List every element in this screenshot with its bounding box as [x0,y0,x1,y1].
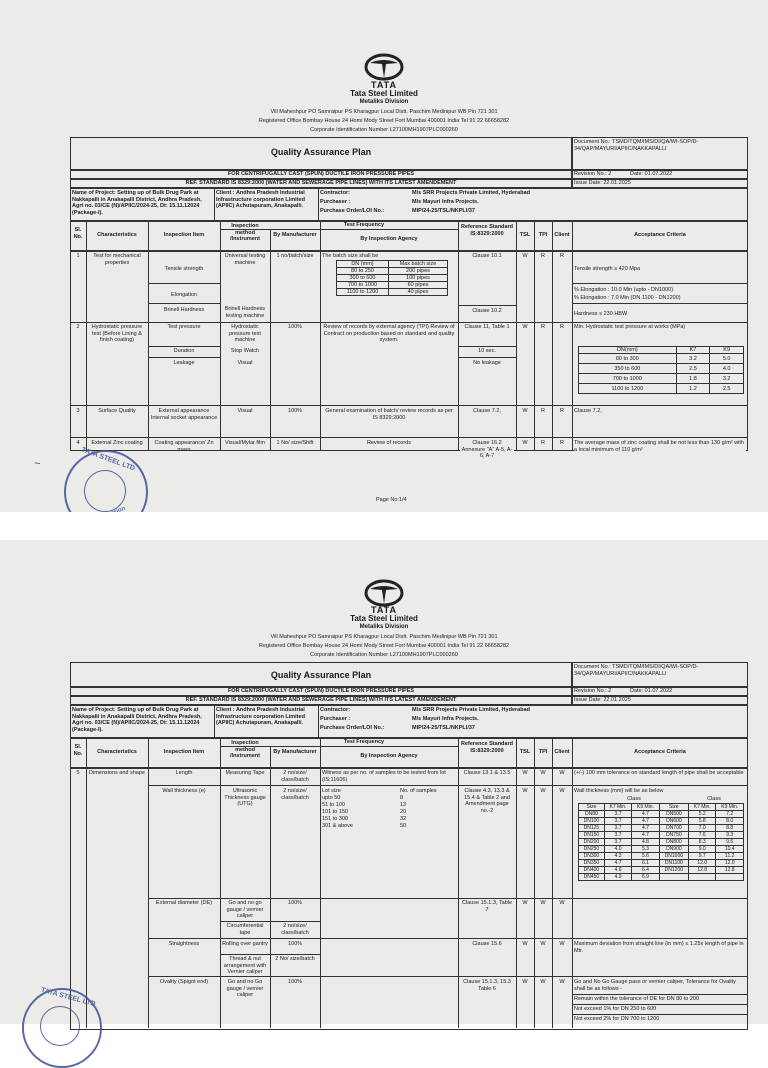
wall-cell: DN100 [579,818,605,825]
wall-cell: 6.9 [632,874,659,881]
wall-cell: 4.7 [632,818,659,825]
thread-nut-manufacturer: 2 No/ size/batch [275,956,315,962]
external-diameter-client: W [559,900,565,906]
wall-thickness-manufacturer: 2 no/size/ class/batch [281,788,309,801]
wall-cell: DN800 [659,839,688,846]
wall-cell: 7.0 [688,825,715,832]
batch-cell: 300 to 600 [337,275,389,282]
lot-cell: 32 [400,816,407,822]
external-diameter-method: Go and no go gauge / vernier caliper [226,900,264,919]
row2-method: Hydrostatic pressure test machine [229,324,261,343]
pressure-table [578,346,744,394]
hardness-item: Brinell Hardness [163,307,205,313]
address-line-2: Registered Office Bombay House 24 Homi Mody Street Fort Mumbai 400001 India Tel 91 22 66658282 [258,118,510,124]
col-test-frequency: Test Frequency [343,222,385,228]
straightness-tpi: W [540,941,546,947]
straightness-tsl: W [522,941,528,947]
ovality-extra-2: Not exceed 1% for DN 250 to 600 [574,1006,657,1012]
row1-item: Tensile strength [164,266,204,272]
wall-header-cell: Size [579,804,605,811]
pressure-header: DN(mm) [579,347,677,354]
col-method: Inspection method /Instrument [230,223,260,242]
wall-cell: DN750 [659,832,688,839]
lot-cell: 8 [400,795,404,801]
lot-cell: 101 to 150 [322,809,348,815]
po-value: MIP/24-25/TSL/NKPLI/37 [412,208,475,214]
row2-client: R [560,324,564,330]
stamp-top-text: TATA STEEL LTD [40,986,97,1009]
pressure-cell: 1.8 [676,374,710,384]
pressure-cell: 1.2 [676,384,710,394]
col-characteristics: Characteristics [97,232,137,238]
pressure-cell: 2.5 [676,364,710,374]
wall-cell: DN700 [659,825,688,832]
wall-cell: 4.7 [632,832,659,839]
wall-header-cell: K7 Min. [688,804,715,811]
row5-characteristics: Dimensions and shape [89,770,145,776]
hardness-reference: Clause 10.2 [472,308,502,314]
batch-cell: 80 to 250 [337,268,389,275]
wall-header-cell: K9 Min. [716,804,744,811]
pressure-cell: 2.5 [710,384,744,394]
length-reference: Clause 13.1 & 13.5 [463,770,511,776]
ovality-extra-1: Remain within the tolerance of DE for DN 80 to 200 [574,996,700,1002]
circumferential-method: Circumferential tape [226,923,264,936]
wall-thickness-item: Wall thickness (e) [162,788,206,794]
batch-cell: 1100 to 1200 [337,289,389,296]
duration-reference: 10 sec. [478,348,496,354]
class-label: Class [707,796,721,802]
col-client: Client [554,232,570,238]
pressure-header: K7 [676,347,710,354]
class-label: Class [627,796,641,802]
wall-cell: 3.7 [604,825,631,832]
leakage-reference: No leakage [473,360,501,366]
row2-manufacturer: 100% [287,324,303,330]
col-by-agency: By Inspection Agency [360,236,418,242]
row1-tsl: W [522,253,528,259]
client-name: Client : Andhra Pradesh Industrial Infrastructure corporation Limited (APIIC) Achutapuram, Anakapalli. [216,190,305,209]
issue-date: Issue Date: 22.01.2025 [574,180,631,186]
ovality-tsl: W [522,979,528,985]
ovality-manufacturer: 100% [287,979,303,985]
wall-cell: DN250 [579,846,605,853]
duration-item: Duration [173,348,195,354]
wall-cell: 6.4 [632,867,659,874]
wall-cell: DN80 [579,811,605,818]
wall-cell: DN125 [579,825,605,832]
revision-no: Revision No.: 2 [574,688,612,694]
ovality-tpi: W [540,979,546,985]
ovality-reference: Clause 15.1.3, 15.3 Table 6 [463,979,511,992]
lot-cell: 151 to 300 [322,816,348,822]
wall-cell: DN300 [579,853,605,860]
wall-cell: DN900 [659,846,688,853]
cin-line: Corporate Identification Number L27100MH1907PLC000260 [310,652,458,658]
wall-cell: DN500 [659,811,688,818]
col-sl: Sl. No. [73,227,83,240]
col-by-manufacturer: By Manufacturer [273,232,317,238]
wall-thickness-table [578,803,744,881]
wall-cell: 12.0 [716,860,744,867]
row3-reference: Clause 7.2, [473,408,501,414]
division-name: Metaliks Division [359,99,409,105]
wall-thickness-tpi: W [540,788,546,794]
straightness-client: W [559,941,565,947]
cin-line: Corporate Identification Number L27100MH1907PLC000260 [310,127,458,133]
row3-tsl: W [522,408,528,414]
purchaser-value: M/s Mayuri Infra Projects. [412,199,479,205]
company-stamp [22,988,102,1068]
row4-method: Visual/Mylar film [225,440,265,446]
col-tpi: TPI [538,232,548,238]
wall-thickness-method: Ultrasonic Thickness gauge (UTG) [224,788,266,807]
tata-logo-icon [364,580,404,606]
wall-cell: 5.8 [688,818,715,825]
hardness-acceptance: Hardness ≤ 230 HBW [574,311,628,317]
row4-agency: Review of records [366,440,412,446]
wall-cell: 5.6 [632,853,659,860]
external-diameter-tsl: W [522,900,528,906]
wall-thickness-reference: Clause 4.3, 13.3 & 15.4 & Table 2 and Amendment page no.-2 [464,788,510,814]
lot-cell: 13 [400,802,407,808]
wall-cell: DN400 [579,867,605,874]
col-test-frequency: Test Frequency [343,739,385,745]
batch-cell: 100 pipes [388,275,447,282]
length-item: Length [175,770,193,776]
revision-date: Date: 01.07.2022 [630,171,673,177]
wall-cell: 9.3 [716,832,744,839]
ref-standard: REF. STANDARD IS 8329:2000 (WATER AND SEWERAGE PIPE LINES) WITH ITS LATEST AMENDEMENT [185,697,457,703]
external-diameter-reference: Clause 15.1.3, Table 7 [461,900,513,913]
pressure-cell: 3.2 [676,354,710,364]
length-acceptance: (+/-) 100 mm tolerance on standard length of pipe shall be acceptable [574,770,744,776]
pressure-header: K9 [710,347,744,354]
row2-tpi: R [541,324,545,330]
contractor-label: Contractor: [320,190,350,196]
purchaser-label: Purchaser : [320,716,351,722]
row4-characteristics: External Zinc coating [91,440,143,446]
row1-client: R [560,253,564,259]
length-tpi: W [540,770,546,776]
row3-sl: 3 [76,408,80,414]
length-manufacturer: 2 no/size/ class/batch [281,770,309,783]
row1-acceptance: Tensile strength ≥ 420 Mpa [574,266,640,272]
wall-cell: 4.9 [604,874,631,881]
ovality-acceptance: Go and No Go Gauge pass or vernier caliper, Tolerance for Ovality shall be as follows - [574,979,736,992]
ovality-item: Ovality (Spigot end) [159,979,209,985]
col-by-manufacturer: By Manufacturer [273,749,317,755]
row4-tpi: R [541,440,545,446]
signature: ~ [34,458,41,470]
company-name: Tata Steel Limited [350,614,418,623]
straightness-acceptance: Maximum deviation from straight line (in mm) ≤ 1.25x length of pipe in Mtr. [574,941,744,954]
pressure-cell: 3.2 [710,374,744,384]
pressure-cell: 350 to 600 [579,364,677,374]
pressure-cell: 80 to 300 [579,354,677,364]
elongation-acceptance-1: % Elongation : 10.0 Min (upto - DN1000) [574,287,674,293]
row3-item: External appearance Internal socket appearance [150,408,218,421]
duration-method: Stop Watch [230,348,260,354]
wall-cell: DN600 [659,818,688,825]
project-name: Name of Project: Setting up of Bulk Drug Park at Nakkapalli in Anakapalli District, Andhra Pradesh, Agrt no. 03/CE (N)/APIIC/2024-25, Dt: 15.11.12024 (Package-I). [72,707,202,733]
batch-cell: 40 pipes [388,289,447,296]
wall-header-cell: K7 Min. [604,804,631,811]
wall-cell: 8.0 [716,818,744,825]
row3-agency: General examination of batch/ review records as per IS 8329:2000 [325,408,453,421]
row2-agency: Review of records by external agency (TPI) Review of Contract on production based on standard and quality system. [323,324,455,343]
col-inspection-item: Inspection Item [163,232,205,238]
length-method: Measuring Tape [225,770,265,776]
row2-reference: Clause 11, Table 1 [464,324,510,330]
wall-cell: 10.4 [716,846,744,853]
ovality-method: Go and no Go gauge / vernier caliper [226,979,264,998]
thread-nut-method: Thread & nut arrangement with Vernier caliper [223,956,267,975]
lot-header-samples: No. of samples [400,788,437,794]
ovality-extra-3: Not exceed 2% for DN 700 to 1200 [574,1016,660,1022]
row1-agency: The batch size shall be [322,253,379,259]
subtitle: FOR CENTRIFUGALLY CAST (SPUN) DUCTILE IRON PRESSURE PIPES [227,171,415,177]
wall-cell: 9.6 [716,839,744,846]
row4-reference: Clause 16.2 Annexure "A" A-5, A-6, A-7 [461,440,513,459]
row1-tpi: R [541,253,545,259]
row3-client: R [560,408,564,414]
page-number-1: Page No:1/4 [376,497,407,503]
straightness-manufacturer: 100% [287,941,303,947]
col-reference: Reference Standard IS:8329:2000 [461,741,513,754]
issue-date: Issue Date: 22.01.2025 [574,697,631,703]
row2-tsl: W [522,324,528,330]
wall-cell: 4.0 [604,846,631,853]
revision-no: Revision No.: 2 [574,171,612,177]
straightness-item: Straightness [168,941,200,947]
subtitle: FOR CENTRIFUGALLY CAST (SPUN) DUCTILE IRON PRESSURE PIPES [227,688,415,694]
lot-cell: 301 & above [322,823,353,829]
wall-cell: DN450 [579,874,605,881]
wall-cell: 12.0 [688,860,715,867]
wall-cell: DN150 [579,832,605,839]
lot-cell: 20 [400,809,407,815]
row1-characteristics: Test for mechanical properties [93,253,141,266]
col-reference: Reference Standard IS:8329:2000 [461,224,513,237]
division-name: Metaliks Division [359,624,409,630]
wall-cell: 3.7 [604,811,631,818]
wall-cell: 7.6 [688,832,715,839]
address-line-1: Vill Maheshpur PO Samraipur PS Kharagpur Local Distt. Paschim Medinipur WB Pin 721 301 [270,634,498,640]
pressure-cell: 4.0 [710,364,744,374]
wall-cell: 3.7 [604,839,631,846]
lot-cell: upto 50 [322,795,341,801]
col-client: Client [554,749,570,755]
col-characteristics: Characteristics [97,749,137,755]
circumferential-manufacturer: 2 no/size/ class/batch [281,923,309,936]
wall-cell: 4.6 [604,867,631,874]
address-line-2: Registered Office Bombay House 24 Homi Mody Street Fort Mumbai 400001 India Tel 91 22 66658282 [258,643,510,649]
col-inspection-item: Inspection Item [163,749,205,755]
col-tpi: TPI [538,749,548,755]
wall-cell: DN1200 [659,867,688,874]
row4-manufacturer: 1 No/ size/Shift [276,440,314,446]
purchaser-value: M/s Mayuri Infra Projects. [412,716,479,722]
wall-cell: 8.8 [716,825,744,832]
length-client: W [559,770,565,776]
length-tsl: W [522,770,528,776]
contractor-value: M/s SRR Projects Private Limited, Hyderabad [412,707,530,713]
stamp-top-text: TATA STEEL LTD [80,446,136,473]
wall-cell: 8.3 [688,839,715,846]
row3-method: Visual [237,408,253,414]
row4-acceptance: The average mass of zinc coating shall be not less than 130 g/m² with a local minimum of 110 g/m² [574,440,746,453]
external-diameter-tpi: W [540,900,546,906]
row1-sl: 1 [76,253,80,259]
wall-header-cell: Size [659,804,688,811]
row1-method: Universal testing machine [224,253,266,266]
project-name: Name of Project: Setting up of Bulk Drug Park at Nakkapalli in Anakapalli District, Andhra Pradesh, Agrt no. 03/CE (N)/APIIC/2024-25, Dt: 15.11.12024 (Package-I). [72,190,202,216]
straightness-method: Rolling over gantry [222,941,268,947]
wall-cell: DN200 [579,839,605,846]
batch-cell: 60 pipes [388,282,447,289]
client-name: Client : Andhra Pradesh Industrial Infrastructure corporation Limited (APIIC) Achutapuram, Anakapalli. [216,707,305,726]
plan-title: Quality Assurance Plan [270,670,372,680]
row3-tpi: R [541,408,545,414]
document-number: Document No.: TSMD/TQM/IMS/DI/QA/WI-SOP/D-34/QAP/MAYURI/APIIC/NAKKAPALLI [574,139,699,152]
col-sl: Sl. No. [73,744,83,757]
row2-acceptance: Min. Hydrostatic test pressure at works (MPa) [574,324,686,330]
tata-logo-icon [364,54,404,80]
row4-item: Coating appearance/ Zn mass [154,440,214,453]
wall-thickness-client: W [559,788,565,794]
col-tsl: TSL [519,749,531,755]
pressure-cell: 5.0 [710,354,744,364]
hardness-method: Brinell Hardness testing machine [224,306,266,319]
wall-cell: 4.3 [604,853,631,860]
page-1 [0,0,768,512]
wall-cell: 12.8 [688,867,715,874]
wall-cell: 3.7 [604,832,631,839]
col-method: Inspection method /Instrument [230,740,260,759]
col-tsl: TSL [519,232,531,238]
plan-title: Quality Assurance Plan [270,147,372,157]
row1-manufacturer: 1 no/batch/size [276,253,314,259]
wall-cell: 4.7 [604,860,631,867]
lot-cell: 50 [400,823,407,829]
wall-cell: 9.7 [688,853,715,860]
row1-reference: Clause 10.1 [472,253,502,259]
wall-cell: 4.7 [632,811,659,818]
wall-cell: 6.1 [632,860,659,867]
col-acceptance: Acceptance Criteria [634,749,686,755]
lot-cell: 51 to 100 [322,802,345,808]
row2-characteristics: Hydrostatic pressure test (Before Lining & finish coating) [91,324,143,343]
batch-size-table [336,260,448,296]
batch-header-dn: DN (mm) [337,261,389,268]
pressure-cell: 1100 to 1200 [579,384,677,394]
wall-thickness-tsl: W [522,788,528,794]
wall-cell: 4.8 [632,839,659,846]
straightness-reference: Clause 15.6 [472,941,502,947]
po-label: Purchase Order/LOI No.: [320,208,385,214]
elongation-acceptance-2: % Elongation : 7.0 Min (DN 1100 - DN1200) [574,295,681,301]
length-agency: Witness as per no. of samples to be tested from lot (IS:11606) [322,770,446,783]
wall-cell [659,874,688,881]
po-value: MIP/24-25/TSL/NKPLI/37 [412,725,475,731]
batch-cell: 700 to 1000 [337,282,389,289]
batch-cell: 200 pipes [388,268,447,275]
ref-standard: REF. STANDARD IS 8329:2000 (WATER AND SEWERAGE PIPE LINES) WITH ITS LATEST AMENDEMENT [185,180,457,186]
wall-cell: 5.2 [688,811,715,818]
col-by-agency: By Inspection Agency [360,753,418,759]
external-diameter-manufacturer: 100% [287,900,303,906]
wall-cell: DN1100 [659,860,688,867]
document-number: Document No.: TSMD/TQM/IMS/DI/QA/WI-SOP/D-34/QAP/MAYURI/APIIC/NAKKAPALLI [574,664,699,677]
external-diameter-item: External diameter (DE) [156,900,212,906]
contractor-label: Contractor: [320,707,350,713]
pressure-cell: 700 to 1000 [579,374,677,384]
wall-thickness-acceptance: Wall thickness (mm) will be as below [574,788,664,794]
lot-header-size: Lot size [322,788,341,794]
wall-cell [688,874,715,881]
leakage-method: Visual [237,360,253,366]
wall-cell: 5.3 [632,846,659,853]
row4-tsl: W [522,440,528,446]
wall-cell: 9.0 [688,846,715,853]
brand-text: TATA [371,605,397,615]
row3-manufacturer: 100% [287,408,303,414]
po-label: Purchase Order/LOI No.: [320,725,385,731]
wall-cell [716,874,744,881]
wall-cell: 7.2 [716,811,744,818]
elongation-item: Elongation [171,292,197,298]
row2-item: Test pressure [167,324,201,330]
wall-cell: 4.7 [632,825,659,832]
wall-cell: DN350 [579,860,605,867]
purchaser-label: Purchaser : [320,199,351,205]
leakage-item: Leakage [173,360,195,366]
wall-header-cell: K9 Min. [632,804,659,811]
row4-sl: 4 [76,440,80,446]
row3-acceptance: Clause 7.2, [574,408,602,414]
wall-cell: 11.2 [716,853,744,860]
company-name: Tata Steel Limited [350,89,418,98]
address-line-1: Vill Maheshpur PO Samraipur PS Kharagpur Local Distt. Paschim Medinipur WB Pin 721 301 [270,109,498,115]
col-acceptance: Acceptance Criteria [634,232,686,238]
batch-header-size: Max batch size [388,261,447,268]
ovality-client: W [559,979,565,985]
row5-sl: 5 [76,770,80,776]
revision-date: Date: 01.07.2022 [630,688,673,694]
page-2 [0,540,768,1024]
contractor-value: M/s SRR Projects Private Limited, Hyderabad [412,190,530,196]
row4-client: R [560,440,564,446]
brand-text: TATA [371,80,397,90]
wall-cell: 3.7 [604,818,631,825]
row2-sl: 2 [76,324,80,330]
wall-cell: 12.8 [716,867,744,874]
wall-cell: DN1000 [659,853,688,860]
row3-characteristics: Surface Quality [98,408,136,414]
page-gap [0,512,768,540]
